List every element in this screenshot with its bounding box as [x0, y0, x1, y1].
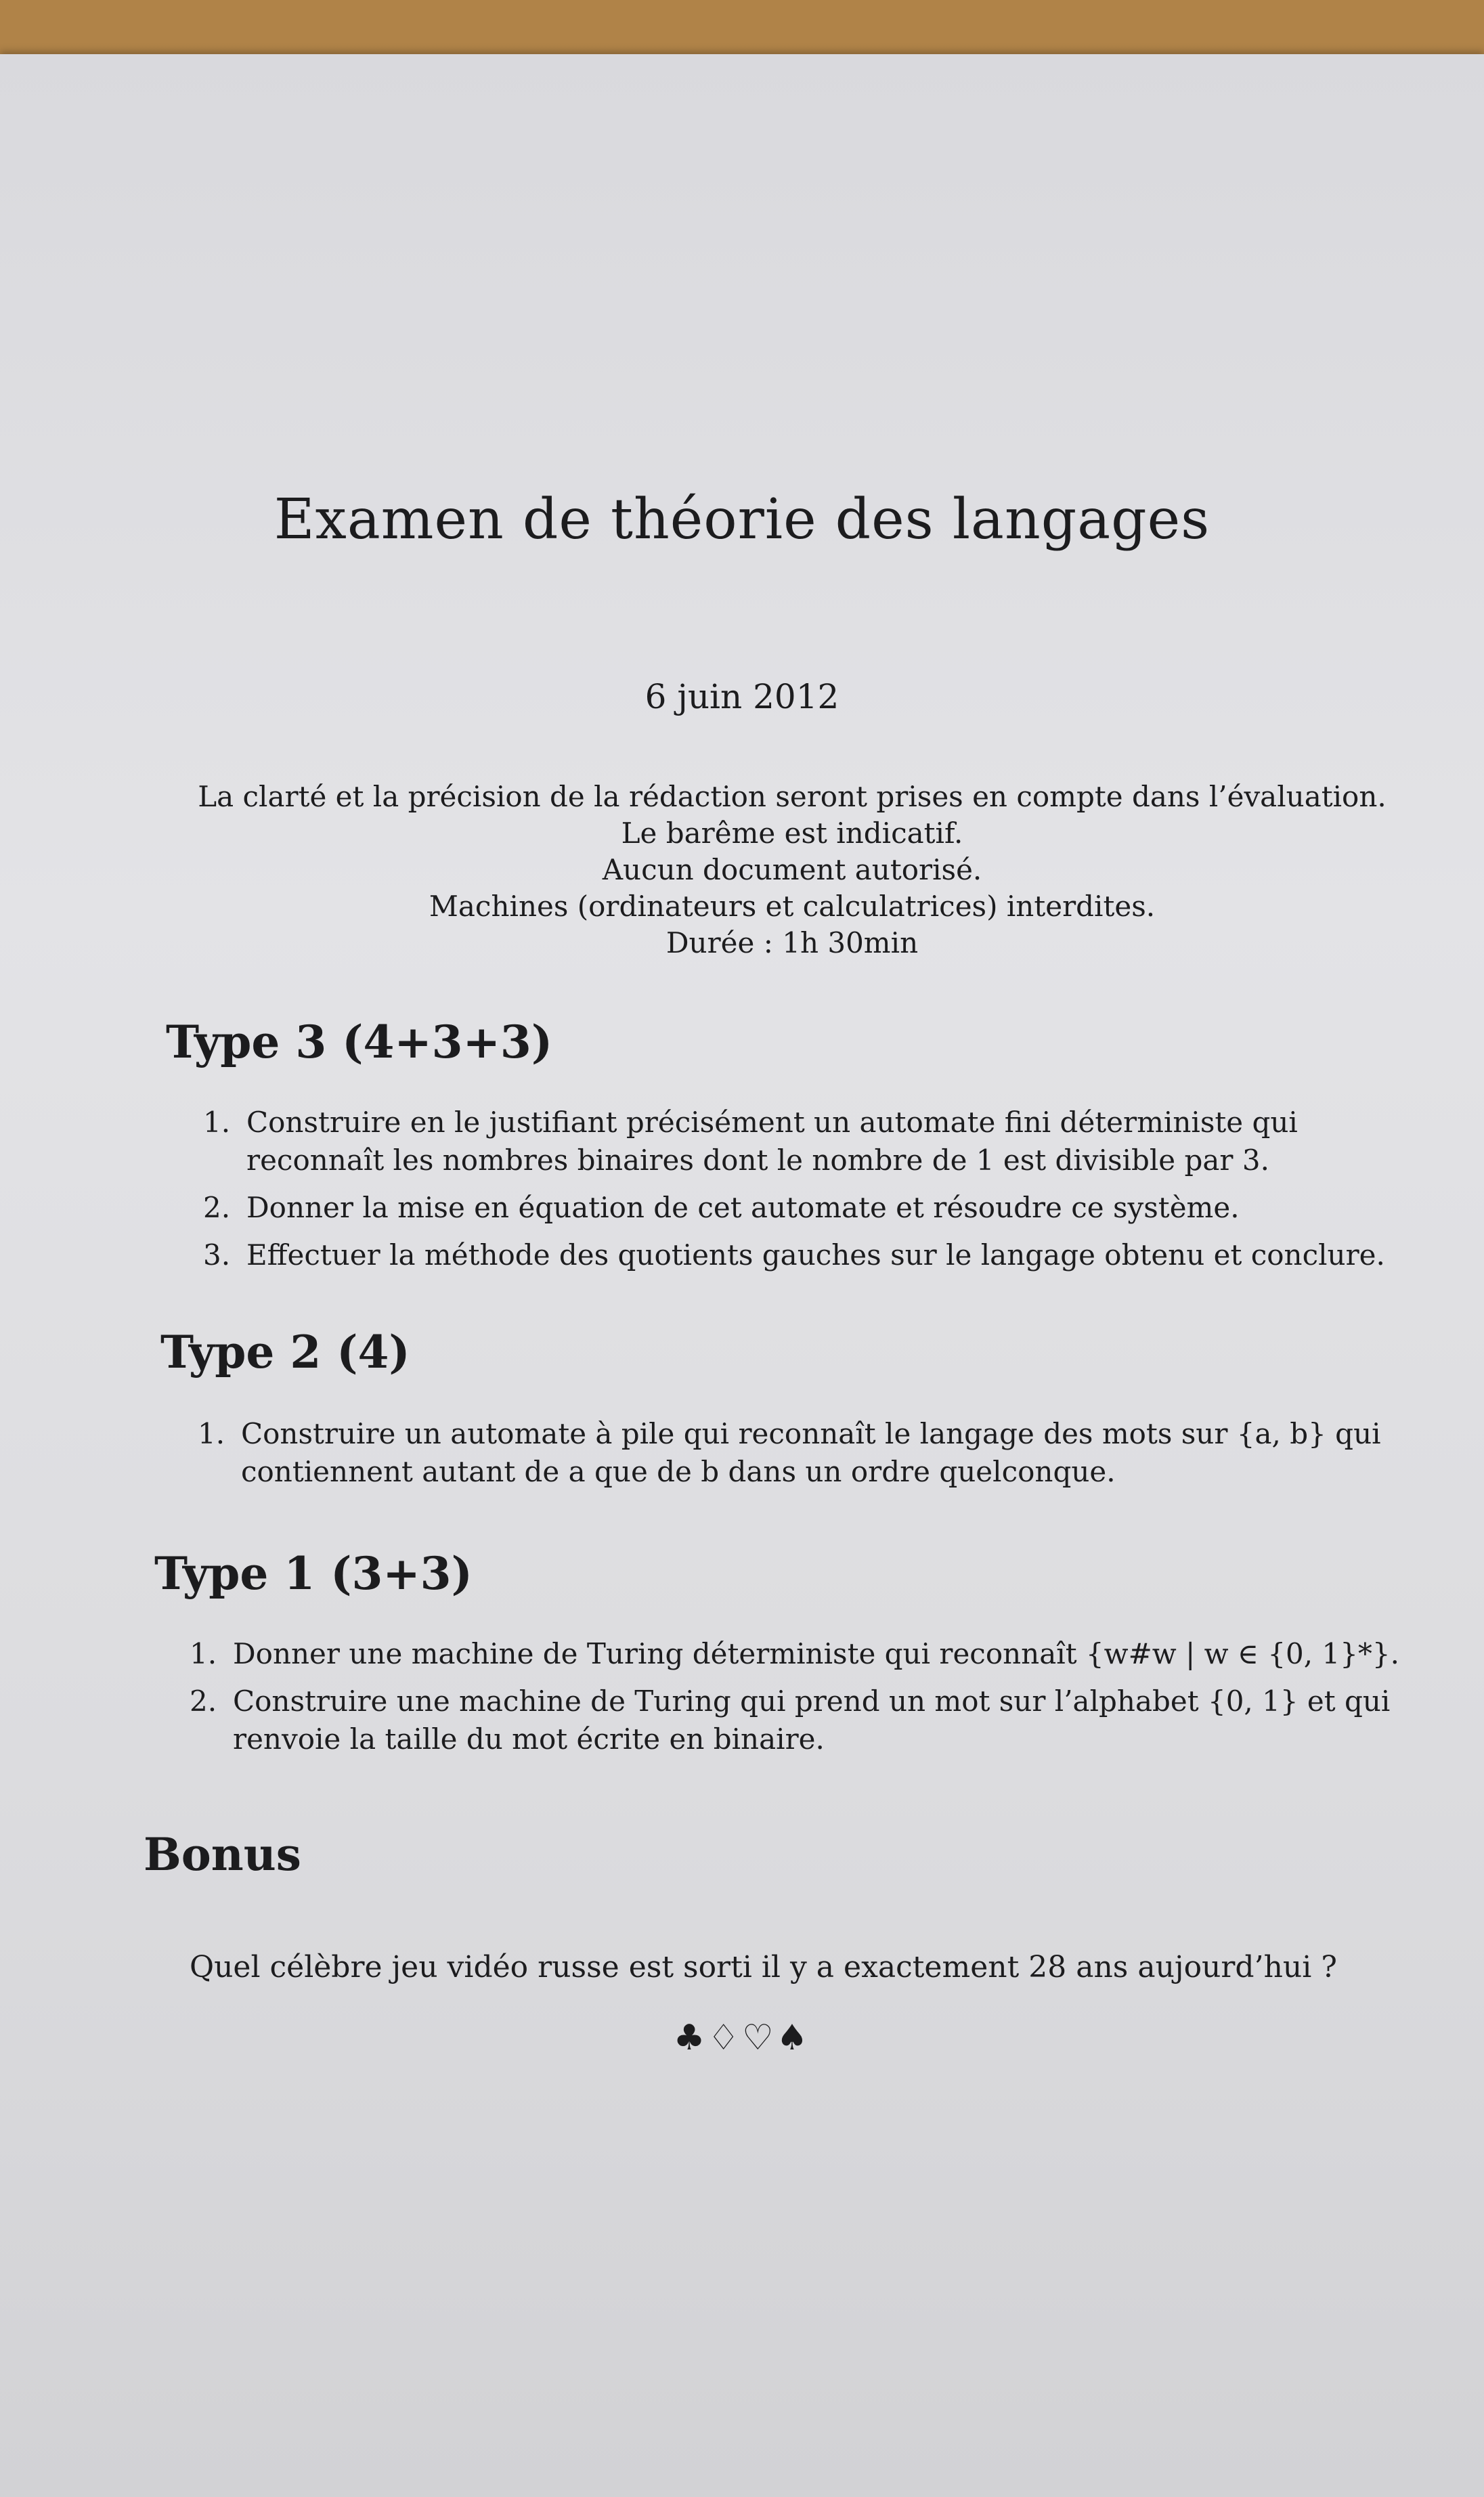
question-number: 1. [203, 1106, 231, 1139]
question-item [198, 1415, 1443, 1491]
section-heading-type2: Type 2 (4) [160, 1326, 410, 1378]
question-item [190, 1682, 1449, 1758]
question-item [203, 1236, 1422, 1274]
instruction-line: Le barême est indicatif. [621, 817, 963, 850]
question-number: 3. [203, 1238, 231, 1272]
question-number: 1. [190, 1637, 217, 1670]
bonus-question: Quel célèbre jeu vidéo russe est sorti il y a exactement 28 ans aujourd’hui ? [190, 1950, 1337, 1984]
type2-question-list [198, 1415, 1443, 1500]
question-item [203, 1189, 1422, 1227]
question-text: Effectuer la méthode des quotients gauches sur le langage obtenu et conclure. [246, 1238, 1385, 1272]
instruction-line: Machines (ordinateurs et calculatrices) interdites. [429, 890, 1156, 923]
instruction-line: Durée : 1h 30min [665, 926, 919, 959]
question-text: Construire un automate à pile qui reconnaît le langage des mots sur {a, b} qui contiennent autant de a que de b dans un ordre quelconque. [241, 1417, 1381, 1488]
question-text: Construire une machine de Turing qui prend un mot sur l’alphabet {0, 1} et qui renvoie la taille du mot écrite en binaire. [233, 1685, 1391, 1756]
question-number: 1. [198, 1417, 225, 1450]
type1-question-list [190, 1635, 1449, 1768]
section-heading-bonus: Bonus [144, 1828, 301, 1881]
question-text: Donner la mise en équation de cet automate et résoudre ce système. [246, 1191, 1240, 1224]
question-text: Donner une machine de Turing déterministe qui reconnaît {w#w | w ∈ {0, 1}*}. [233, 1637, 1399, 1670]
question-number: 2. [203, 1191, 231, 1224]
exam-sheet [0, 54, 1484, 2497]
instruction-line: La clarté et la précision de la rédaction seront prises en compte dans l’évaluation. [198, 780, 1387, 813]
section-heading-type3: Type 3 (4+3+3) [166, 1016, 553, 1068]
instruction-line: Aucun document autorisé. [602, 853, 982, 886]
question-text: Construire en le justifiant précisément un automate fini déterministe qui reconnaît les nombres binaires dont le nombre de 1 est divisible par 3. [246, 1106, 1298, 1177]
type3-question-list [203, 1104, 1422, 1284]
question-item [190, 1635, 1449, 1673]
exam-instructions [135, 779, 1449, 961]
exam-date: 6 juin 2012 [645, 677, 839, 716]
exam-title: Examen de théorie des langages [274, 487, 1210, 552]
section-heading-type1: Type 1 (3+3) [154, 1547, 473, 1600]
card-suits-icon: ♣♢♡♠ [673, 2018, 811, 2058]
question-number: 2. [190, 1685, 217, 1718]
question-item [203, 1104, 1422, 1179]
